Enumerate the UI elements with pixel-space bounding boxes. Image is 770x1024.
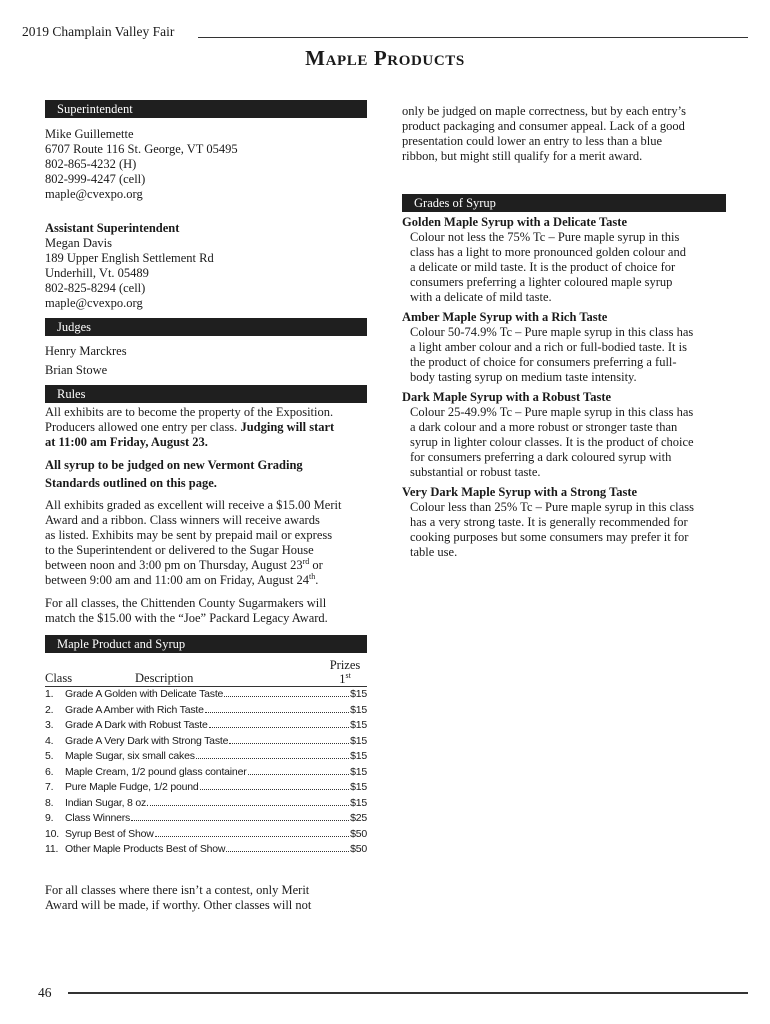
rules-text: between 9:00 am and 11:00 am on Friday, August 24: [45, 573, 309, 587]
assistant-email: maple@cvexpo.org: [45, 296, 143, 310]
assistant-line: 189 Upper English Settlement Rd: [45, 251, 214, 265]
class-number: 5.: [45, 750, 54, 762]
grade-title: Dark Maple Syrup with a Robust Taste: [402, 390, 612, 404]
column-class: Class: [45, 671, 73, 685]
grade-description-line: the product of choice for consumers preferring a full-: [410, 355, 677, 369]
first-superscript: st: [345, 670, 351, 680]
rules-line: match the $15.00 with the “Joe” Packard Legacy Award.: [45, 611, 328, 625]
class-number: 1.: [45, 688, 54, 700]
grade-description-line: Colour not less the 75% Tc – Pure maple syrup in this: [410, 230, 680, 244]
class-number: 8.: [45, 796, 54, 809]
leader-dots: [226, 851, 349, 852]
grade-description-line: class has a light to more pronounced golden colour and: [410, 245, 686, 259]
column-prizes: [323, 658, 367, 686]
prize-amount: $15: [350, 703, 367, 716]
assistant-line: Megan Davis: [45, 236, 112, 250]
class-description: Indian Sugar, 8 oz.: [65, 796, 149, 809]
prize-row: [45, 718, 367, 734]
class-number: 7.: [45, 781, 54, 793]
class-description: Grade A Dark with Robust Taste: [65, 719, 208, 731]
class-number: 6.: [45, 765, 54, 778]
class-description: Grade A Very Dark with Strong Taste: [65, 734, 229, 747]
class-number: 4.: [45, 734, 54, 747]
prize-row: [45, 703, 367, 719]
rules-paragraph-1: [45, 405, 367, 450]
prizes-label: Prizes: [329, 658, 361, 672]
rules-paragraph-4: [45, 596, 367, 626]
rules-line: as listed. Exhibits may be sent by prepaid mail or express: [45, 528, 333, 542]
leader-dots: [196, 758, 349, 759]
prize-row: [45, 811, 367, 827]
leader-dots: [205, 712, 349, 713]
assistant-contact: [45, 221, 367, 311]
rules-line: All exhibits are to become the property of the Exposition.: [45, 405, 334, 419]
maple-product-heading: Maple Product and Syrup: [45, 635, 367, 653]
footer-rule: [68, 992, 748, 994]
grade-description-line: syrup in lighter colour classes. It is the product of choice: [410, 435, 694, 449]
grade-description-line: cooking purposes but some consumers may prefer it for: [410, 530, 689, 544]
prize-amount: $15: [350, 750, 367, 762]
leader-dots: [150, 805, 349, 806]
superintendent-line: 802-865-4232 (H): [45, 157, 137, 171]
leader-dots: [248, 774, 350, 775]
rules-superscript: th: [308, 571, 316, 581]
rules-judging-start: Judging will start: [240, 420, 335, 434]
prize-table: [45, 687, 367, 858]
prize-amount: $15: [350, 765, 367, 778]
class-number: 10.: [45, 827, 59, 840]
judges-list: [45, 342, 367, 380]
rules-grading-note: Standards outlined on this page.: [45, 476, 217, 490]
prize-amount: $25: [350, 812, 367, 824]
superintendent-email: maple@cvexpo.org: [45, 187, 143, 201]
leader-dots: [224, 696, 349, 697]
grade-description-line: Colour 50-74.9% Tc – Pure maple syrup in this class has: [410, 325, 694, 339]
leader-dots: [131, 820, 349, 821]
rules-judging-date: at 11:00 am Friday, August 23.: [45, 435, 208, 449]
rules-paragraph-2: [45, 456, 367, 492]
right-column: [402, 104, 726, 565]
rules-superscript: rd: [302, 556, 310, 566]
class-description: Syrup Best of Show: [65, 827, 154, 840]
rules-text: or: [309, 558, 323, 572]
grade-title: Very Dark Maple Syrup with a Strong Taste: [402, 485, 638, 499]
presentation-note: [402, 104, 726, 164]
prize-row: [45, 687, 367, 703]
leader-dots: [229, 743, 349, 744]
closing-line: Award will be made, if worthy. Other classes will not: [45, 897, 312, 912]
class-description: Class Winners: [65, 812, 131, 824]
superintendent-line: 6707 Route 116 St. George, VT 05495: [45, 142, 238, 156]
superintendent-contact: [45, 127, 367, 202]
grade-description-line: body tasting syrup on medium taste intensity.: [410, 370, 637, 384]
superintendent-heading: Superintendent: [45, 100, 367, 118]
class-number: 2.: [45, 703, 54, 716]
rules-heading: Rules: [45, 385, 367, 403]
rules-grading-note: All syrup to be judged on new Vermont Grading: [45, 458, 303, 472]
header-rule: [198, 37, 748, 38]
grade-title: Golden Maple Syrup with a Delicate Taste: [402, 215, 628, 229]
rules-line: to the Superintendent or delivered to the Sugar House: [45, 543, 314, 557]
grade-description-line: consumers preferring a lighter coloured maple syrup: [410, 275, 673, 289]
grade-description-line: for consumers preferring a dark coloured syrup with: [410, 450, 672, 464]
assistant-line: Underhill, Vt. 05489: [45, 266, 149, 280]
superintendent-line: 802-999-4247 (cell): [45, 172, 146, 186]
grade-description-line: a dark colour and a more robust or stronger taste than: [410, 420, 678, 434]
grades-heading: Grades of Syrup: [402, 194, 726, 212]
presentation-line: product packaging and consumer appeal. Lack of a good: [402, 119, 685, 133]
prize-amount: $15: [350, 796, 367, 809]
grades-list: [402, 215, 726, 560]
judges-heading: Judges: [45, 318, 367, 336]
prize-amount: $15: [350, 688, 367, 700]
class-description: Maple Sugar, six small cakes: [65, 750, 195, 762]
prize-amount: $50: [350, 827, 367, 840]
rules-line: Award and a ribbon. Class winners will receive awards: [45, 513, 320, 527]
prize-row: [45, 796, 367, 812]
page-title: Maple Products: [305, 46, 465, 70]
rules-line: [45, 558, 367, 573]
grade-description-line: a delicate or mild taste. It is the product of choice for: [410, 260, 676, 274]
superintendent-line: Mike Guillemette: [45, 127, 134, 141]
grade-description-line: substantial or robust taste.: [410, 465, 541, 479]
grade-title: Amber Maple Syrup with a Rich Taste: [402, 310, 608, 324]
presentation-line: ribbon, but might still qualify for a merit award.: [402, 149, 643, 163]
page-number: 46: [38, 985, 52, 1000]
grade-description-line: table use.: [410, 545, 458, 559]
assistant-heading: Assistant Superintendent: [45, 221, 180, 235]
assistant-line: 802-825-8294 (cell): [45, 281, 146, 295]
closing-note: [45, 883, 367, 913]
prize-row: [45, 765, 367, 781]
grade-item: [402, 215, 726, 305]
prize-amount: $15: [350, 719, 367, 731]
class-number: 3.: [45, 719, 54, 731]
rules-line: [45, 420, 367, 435]
leader-dots: [155, 836, 349, 837]
class-description: Maple Cream, 1/2 pound glass container: [65, 765, 247, 778]
prize-row: [45, 780, 367, 796]
prize-row: [45, 827, 367, 843]
class-description: Pure Maple Fudge, 1/2 pound: [65, 781, 199, 793]
rules-text: .: [315, 573, 319, 587]
header-label: 2019 Champlain Valley Fair: [22, 24, 175, 39]
prize-row: [45, 749, 367, 765]
grade-item: [402, 310, 726, 385]
class-description: Other Maple Products Best of Show: [65, 843, 226, 855]
grade-description-line: Colour less than 25% Tc – Pure maple syrup in this class: [410, 500, 694, 514]
class-number: 11.: [45, 843, 59, 855]
leader-dots: [200, 789, 350, 790]
class-number: 9.: [45, 812, 54, 824]
rules-line: All exhibits graded as excellent will receive a $15.00 Merit: [45, 498, 342, 512]
grade-item: [402, 485, 726, 560]
judge-name: Brian Stowe: [45, 363, 108, 377]
grade-description-line: Colour 25-49.9% Tc – Pure maple syrup in this class has: [410, 405, 694, 419]
prize-amount: $15: [350, 781, 367, 793]
rules-line: [45, 573, 367, 588]
presentation-line: only be judged on maple correctness, but by each entry’s: [402, 104, 686, 118]
rules-paragraph-3: [45, 498, 367, 588]
leader-dots: [209, 727, 349, 728]
grade-item: [402, 390, 726, 480]
prize-row: [45, 842, 367, 858]
prize-table-header: [45, 658, 367, 686]
rules-line: For all classes, the Chittenden County Sugarmakers will: [45, 596, 327, 610]
judge-name: Henry Marckres: [45, 344, 127, 358]
class-description: Grade A Golden with Delicate Taste: [65, 688, 224, 700]
column-description: Description: [135, 671, 194, 685]
closing-line: For all classes where there isn’t a contest, only Merit: [45, 882, 310, 897]
grade-description-line: a light amber colour and a rich or full-bodied taste. It is: [410, 340, 687, 354]
first-prize-label: [323, 672, 367, 686]
grade-description-line: with a delicate of mild taste.: [410, 290, 552, 304]
rules-text: between noon and 3:00 pm on Thursday, August 23: [45, 558, 303, 572]
presentation-line: presentation could lower an entry to less than a blue: [402, 134, 662, 148]
prize-amount: $50: [350, 843, 367, 855]
prize-row: [45, 734, 367, 750]
grade-description-line: has a very strong taste. It is generally recommended for: [410, 515, 688, 529]
first-number: 1: [339, 672, 346, 686]
rules-text: Producers allowed one entry per class.: [45, 420, 241, 434]
left-column: [45, 100, 367, 913]
prize-amount: $15: [350, 734, 367, 747]
class-description: Grade A Amber with Rich Taste: [65, 703, 204, 716]
